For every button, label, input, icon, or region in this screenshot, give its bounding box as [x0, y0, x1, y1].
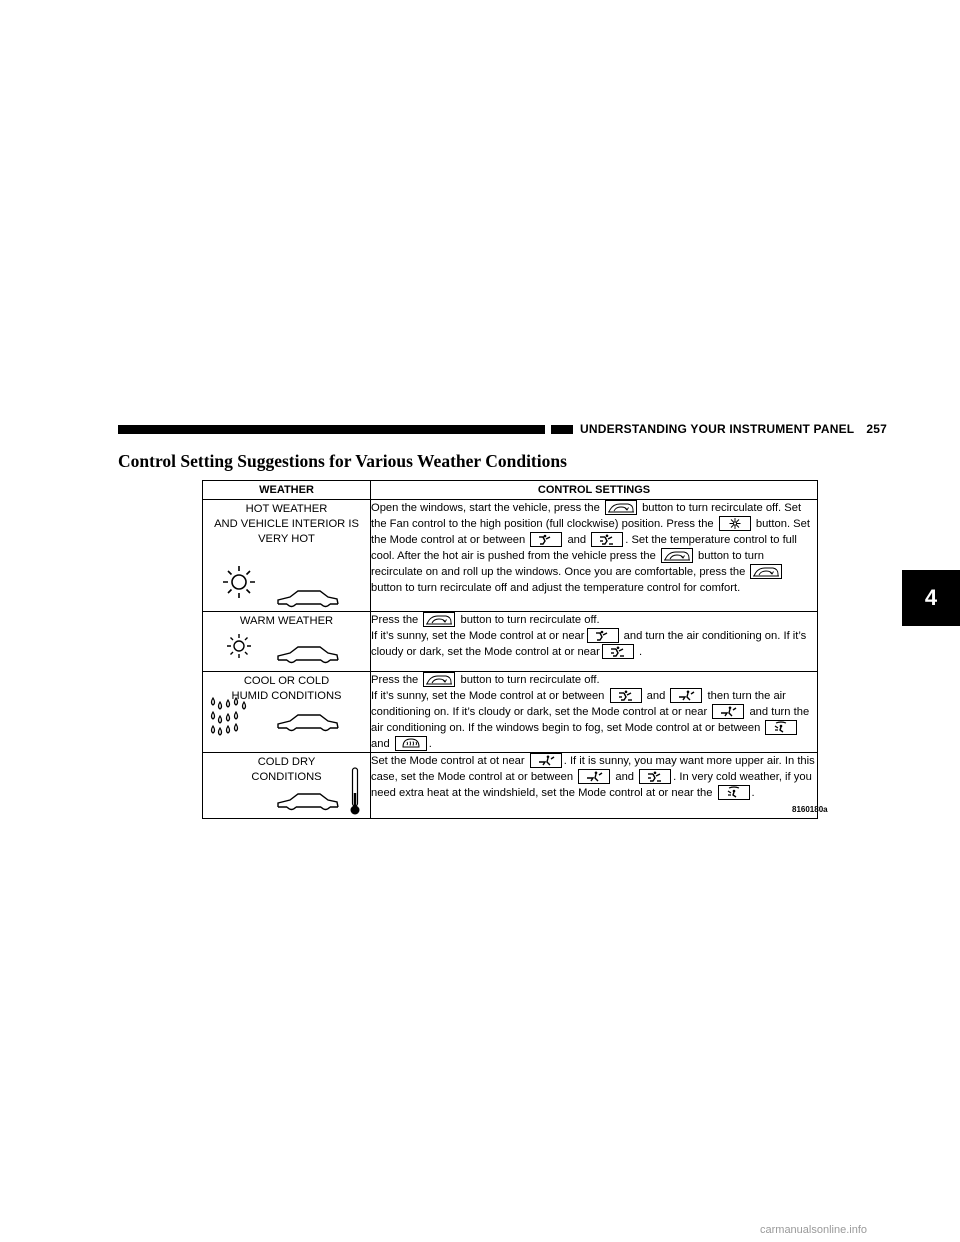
thermometer-icon: [349, 767, 361, 817]
chapter-number: 4: [924, 585, 938, 610]
floor-mode-icon: [578, 769, 610, 784]
control-settings-cell: Set the Mode control at ot near . If it is sunny, you may want more upper air. In this case, set the Mode control at or between and . In very cold weather, if you need extra heat at the windshield, set the Mode control at or near the .: [371, 753, 818, 819]
control-settings-cell: Press the button to turn recirculate off. If it’s sunny, set the Mode control at or near and turn the air conditioning on. If it’s cloudy or dark, set the Mode control at or near .: [371, 612, 818, 672]
bilevel-mode-icon: [610, 688, 642, 703]
panel-mode-icon: [587, 628, 619, 643]
header-rule: [118, 425, 545, 434]
panel-mode-icon: [530, 532, 562, 547]
mix-mode-icon: [718, 785, 750, 800]
raindrops-icon: [209, 696, 249, 740]
running-header: [580, 422, 887, 436]
chapter-tab[interactable]: [902, 570, 960, 626]
bilevel-mode-icon: [602, 644, 634, 659]
settings-table: [202, 480, 818, 819]
column-header-weather: WEATHER: [203, 481, 371, 500]
recirculation-button-icon: [423, 612, 455, 627]
control-settings-cell: Open the windows, start the vehicle, press the button to turn recirculate off. Set the Fan control to the high position (full clockwise) position. Press the button. Set the Mode control at or between and . Set the temperature control to full cool. After the hot air is pushed from the vehicle press the button to turn recirculate on and roll up the windows. Once you are comfortable, press the button to turn recirculate off and adjust the temperature control for comfort.: [371, 500, 818, 612]
weather-cell: [203, 500, 371, 612]
floor-mode-icon: [670, 688, 702, 703]
table-row: [203, 753, 818, 819]
page-title: Control Setting Suggestions for Various Weather Conditions: [118, 451, 567, 471]
recirculation-button-icon: [605, 500, 637, 515]
figure-id: 8160180a: [792, 805, 828, 814]
table-row: [203, 612, 818, 672]
weather-label: HOT WEATHER AND VEHICLE INTERIOR IS VERY HOT: [214, 503, 359, 545]
mix-mode-icon: [765, 720, 797, 735]
car-icon: [276, 791, 340, 813]
floor-mode-icon: [712, 704, 744, 719]
table-row: [203, 672, 818, 753]
page-number: 257: [866, 422, 887, 436]
weather-label: COOL OR COLD HUMID CONDITIONS: [231, 675, 342, 702]
car-icon: [276, 712, 340, 734]
recirculation-button-icon: [661, 548, 693, 563]
bilevel-mode-icon: [639, 769, 671, 784]
weather-cell: [203, 612, 371, 672]
fan-high-icon: [719, 516, 751, 531]
weather-cell: [203, 672, 371, 753]
column-header-control-settings: CONTROL SETTINGS: [371, 481, 818, 500]
bilevel-mode-icon: [591, 532, 623, 547]
floor-mode-icon: [530, 753, 562, 768]
section-title: UNDERSTANDING YOUR INSTRUMENT PANEL: [580, 422, 855, 436]
recirculation-button-icon: [423, 672, 455, 687]
weather-label: COLD DRY CONDITIONS: [251, 756, 322, 783]
recirculation-button-icon: [750, 564, 782, 579]
table-header-row: [203, 481, 818, 500]
car-icon: [276, 644, 340, 666]
weather-label: WARM WEATHER: [239, 615, 334, 627]
table-row: [203, 500, 818, 612]
control-settings-cell: Press the button to turn recirculate off. If it’s sunny, set the Mode control at or between and then turn the air conditioning on. If it’s cloudy or dark, set the Mode control at or near and turn the air conditioning on. If the windows begin to fog, set Mode control at or between and .: [371, 672, 818, 753]
header-rule-end: [551, 425, 573, 434]
sun-icon: [219, 562, 259, 602]
weather-cell: [203, 753, 371, 819]
defrost-mode-icon: [395, 736, 427, 751]
car-icon: [276, 588, 340, 610]
small-sun-icon: [225, 632, 253, 660]
footer-watermark[interactable]: carmanualsonline.info: [760, 1224, 868, 1236]
